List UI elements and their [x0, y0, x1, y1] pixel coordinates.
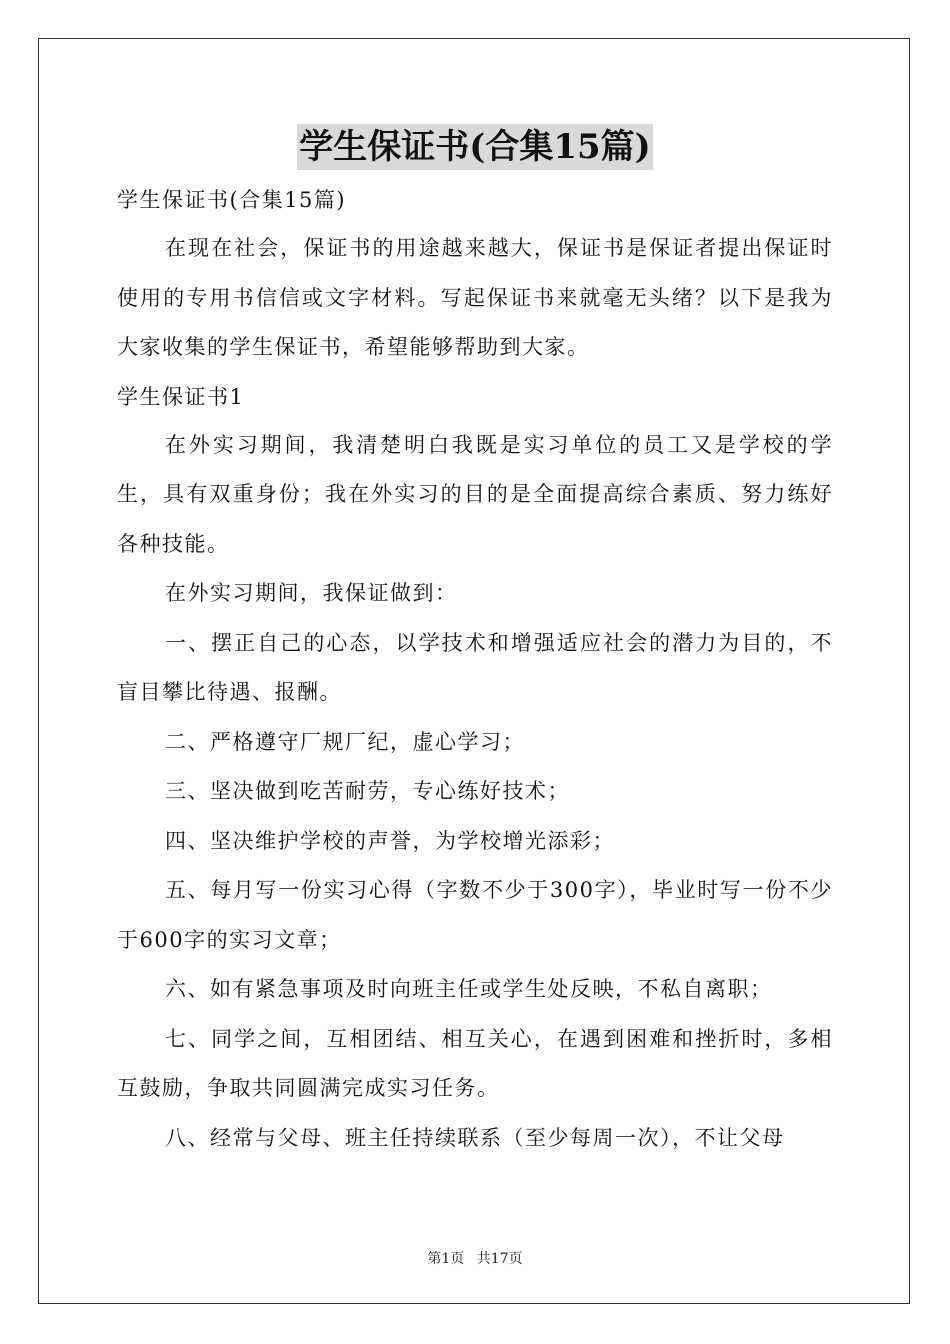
list-item-5: 五、每月写一份实习心得（字数不少于300字），毕业时写一份不少于600字的实习文章；: [117, 878, 833, 952]
page-number: 第1页: [427, 1251, 465, 1267]
page-total: 共17页: [476, 1251, 523, 1267]
title-wrap: [0, 124, 950, 170]
list-item-8: 八、经常与父母、班主任持续联系（至少每周一次），不让父母: [165, 1125, 785, 1150]
list-item-6: 六、如有紧急事项及时向班主任或学生处反映，不私自离职；: [165, 977, 773, 1001]
page-footer: [0, 1248, 950, 1268]
list-item-7: 七、同学之间，互相团结、相互关心，在遇到困难和挫折时，多相互鼓励，争取共同圆满完成实习任务。: [117, 1026, 833, 1100]
list-item-4: 四、坚决维护学校的声誉，为学校增光添彩；: [165, 828, 615, 853]
paragraph: 在外实习期间，我保证做到：: [165, 581, 458, 605]
section-heading-1: 学生保证书1: [117, 384, 245, 409]
paragraph: 在外实习期间，我清楚明白我既是实习单位的员工又是学校的学生，具有双重身份；我在外实习的目的是全面提高综合素质、努力练好各种技能。: [117, 432, 833, 556]
paragraph-intro: 在现在社会，保证书的用途越来越大，保证书是保证者提出保证时使用的专用书信信或文字材料。写起保证书来就毫无头绪？以下是我为大家收集的学生保证书，希望能够帮助到大家。: [117, 236, 833, 359]
document-title: 学生保证书(合集15篇): [297, 124, 653, 170]
document-body: [117, 176, 833, 1163]
paragraph-subtitle: 学生保证书(合集15篇): [117, 188, 347, 212]
list-item-3: 三、坚决做到吃苦耐劳，专心练好技术；: [165, 779, 570, 803]
list-item-1: 一、摆正自己的心态，以学技术和增强适应社会的潜力为目的，不盲目攀比待遇、报酬。: [117, 630, 833, 704]
list-item-2: 二、严格遵守厂规厂纪，虚心学习；: [165, 729, 525, 754]
